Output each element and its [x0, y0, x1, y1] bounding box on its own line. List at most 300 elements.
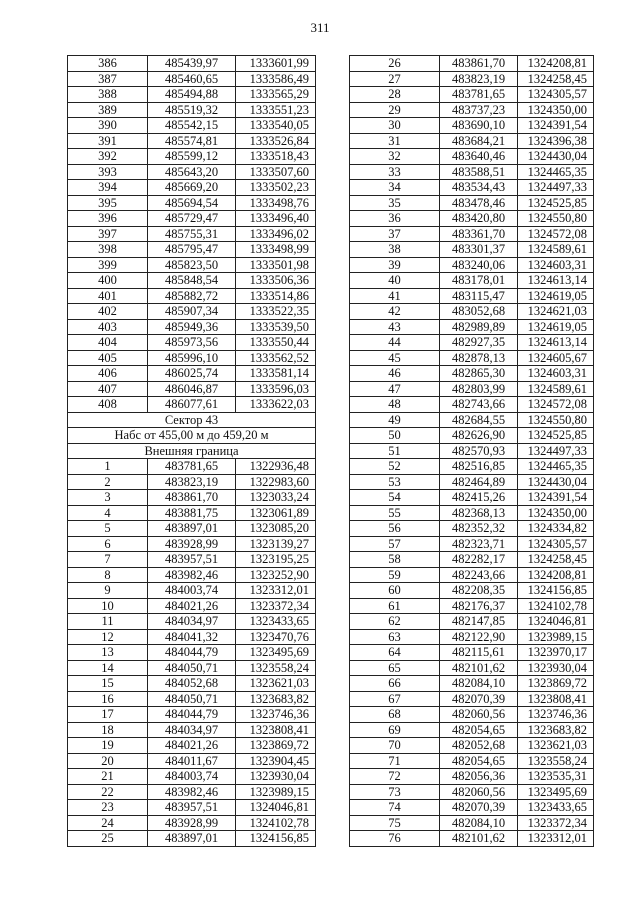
y-coordinate: 1323558,24 [236, 660, 316, 676]
point-number: 58 [350, 552, 440, 568]
table-row [350, 56, 594, 72]
point-number: 6 [68, 536, 148, 552]
x-coordinate: 484003,74 [148, 769, 236, 785]
y-coordinate: 1323989,15 [518, 629, 594, 645]
x-coordinate: 484021,26 [148, 738, 236, 754]
y-coordinate: 1333586,49 [236, 71, 316, 87]
x-coordinate: 484044,79 [148, 707, 236, 723]
x-coordinate: 483957,51 [148, 800, 236, 816]
point-number: 27 [350, 71, 440, 87]
sector-title: Сектор 43 [68, 412, 316, 428]
y-coordinate: 1323869,72 [236, 738, 316, 754]
x-coordinate: 482208,35 [440, 583, 518, 599]
y-coordinate: 1323621,03 [518, 738, 594, 754]
x-coordinate: 485494,88 [148, 87, 236, 103]
x-coordinate: 483690,10 [440, 118, 518, 134]
table-row [350, 815, 594, 831]
point-number: 11 [68, 614, 148, 630]
table-row [350, 350, 594, 366]
x-coordinate: 485795,47 [148, 242, 236, 258]
point-number: 37 [350, 226, 440, 242]
x-coordinate: 482060,56 [440, 707, 518, 723]
x-coordinate: 483588,51 [440, 164, 518, 180]
point-number: 51 [350, 443, 440, 459]
x-coordinate: 486077,61 [148, 397, 236, 413]
y-coordinate: 1323930,04 [236, 769, 316, 785]
point-number: 394 [68, 180, 148, 196]
point-number: 33 [350, 164, 440, 180]
table-row [350, 474, 594, 490]
point-number: 400 [68, 273, 148, 289]
x-coordinate: 482122,90 [440, 629, 518, 645]
x-coordinate: 482878,13 [440, 350, 518, 366]
y-coordinate: 1323372,34 [236, 598, 316, 614]
y-coordinate: 1324258,45 [518, 71, 594, 87]
table-row [68, 319, 316, 335]
x-coordinate: 485694,54 [148, 195, 236, 211]
x-coordinate: 482464,89 [440, 474, 518, 490]
x-coordinate: 484052,68 [148, 676, 236, 692]
point-number: 404 [68, 335, 148, 351]
table-row [350, 443, 594, 459]
y-coordinate: 1333565,29 [236, 87, 316, 103]
point-number: 35 [350, 195, 440, 211]
y-coordinate: 1324156,85 [518, 583, 594, 599]
point-number: 28 [350, 87, 440, 103]
point-number: 36 [350, 211, 440, 227]
y-coordinate: 1324613,14 [518, 273, 594, 289]
x-coordinate: 485882,72 [148, 288, 236, 304]
y-coordinate: 1324550,80 [518, 412, 594, 428]
point-number: 30 [350, 118, 440, 134]
x-coordinate: 486025,74 [148, 366, 236, 382]
table-row [350, 87, 594, 103]
x-coordinate: 483737,23 [440, 102, 518, 118]
x-coordinate: 485907,34 [148, 304, 236, 320]
y-coordinate: 1324497,33 [518, 180, 594, 196]
y-coordinate: 1324305,57 [518, 536, 594, 552]
table-row [68, 815, 316, 831]
table-row [350, 567, 594, 583]
point-number: 396 [68, 211, 148, 227]
x-coordinate: 483823,19 [148, 474, 236, 490]
table-row [68, 614, 316, 630]
x-coordinate: 482989,89 [440, 319, 518, 335]
x-coordinate: 484021,26 [148, 598, 236, 614]
x-coordinate: 484034,97 [148, 614, 236, 630]
y-coordinate: 1333622,03 [236, 397, 316, 413]
point-number: 2 [68, 474, 148, 490]
point-number: 66 [350, 676, 440, 692]
y-coordinate: 1333562,52 [236, 350, 316, 366]
x-coordinate: 483478,46 [440, 195, 518, 211]
point-number: 26 [350, 56, 440, 72]
x-coordinate: 485439,97 [148, 56, 236, 72]
y-coordinate: 1324258,45 [518, 552, 594, 568]
table-row [68, 660, 316, 676]
coordinates-table-left [67, 55, 316, 847]
table-row [350, 366, 594, 382]
y-coordinate: 1323970,17 [518, 645, 594, 661]
table-row [350, 164, 594, 180]
x-coordinate: 485729,47 [148, 211, 236, 227]
point-number: 22 [68, 784, 148, 800]
y-coordinate: 1323683,82 [236, 691, 316, 707]
y-coordinate: 1324465,35 [518, 164, 594, 180]
y-coordinate: 1323085,20 [236, 521, 316, 537]
x-coordinate: 486046,87 [148, 381, 236, 397]
point-number: 39 [350, 257, 440, 273]
y-coordinate: 1324619,05 [518, 319, 594, 335]
table-row [68, 242, 316, 258]
y-coordinate: 1323904,45 [236, 753, 316, 769]
table-row [68, 784, 316, 800]
y-coordinate: 1324465,35 [518, 459, 594, 475]
x-coordinate: 482516,85 [440, 459, 518, 475]
point-number: 64 [350, 645, 440, 661]
x-coordinate: 482054,65 [440, 753, 518, 769]
y-coordinate: 1324156,85 [236, 831, 316, 847]
y-coordinate: 1333540,05 [236, 118, 316, 134]
y-coordinate: 1324550,80 [518, 211, 594, 227]
table-row [68, 598, 316, 614]
y-coordinate: 1324603,31 [518, 366, 594, 382]
x-coordinate: 483052,68 [440, 304, 518, 320]
y-coordinate: 1324102,78 [236, 815, 316, 831]
x-coordinate: 482060,56 [440, 784, 518, 800]
x-coordinate: 482101,62 [440, 660, 518, 676]
point-number: 44 [350, 335, 440, 351]
point-number: 63 [350, 629, 440, 645]
table-row [68, 552, 316, 568]
y-coordinate: 1324334,82 [518, 521, 594, 537]
table-row [350, 459, 594, 475]
x-coordinate: 483534,43 [440, 180, 518, 196]
point-number: 407 [68, 381, 148, 397]
x-coordinate: 485755,31 [148, 226, 236, 242]
y-coordinate: 1324619,05 [518, 288, 594, 304]
point-number: 48 [350, 397, 440, 413]
x-coordinate: 485973,56 [148, 335, 236, 351]
table-row [350, 738, 594, 754]
boundary-label-row [68, 443, 316, 459]
table-row [68, 397, 316, 413]
x-coordinate: 485519,32 [148, 102, 236, 118]
y-coordinate: 1324613,14 [518, 335, 594, 351]
y-coordinate: 1333507,60 [236, 164, 316, 180]
table-row [68, 195, 316, 211]
table-row [350, 180, 594, 196]
table-row [68, 164, 316, 180]
point-number: 47 [350, 381, 440, 397]
x-coordinate: 483982,46 [148, 567, 236, 583]
table-row [350, 102, 594, 118]
table-row [350, 722, 594, 738]
x-coordinate: 484011,67 [148, 753, 236, 769]
table-row [68, 304, 316, 320]
point-number: 21 [68, 769, 148, 785]
x-coordinate: 482084,10 [440, 676, 518, 692]
y-coordinate: 1324305,57 [518, 87, 594, 103]
point-number: 408 [68, 397, 148, 413]
table-row [350, 645, 594, 661]
table-row [350, 769, 594, 785]
table-row [68, 56, 316, 72]
point-number: 31 [350, 133, 440, 149]
x-coordinate: 484050,71 [148, 660, 236, 676]
x-coordinate: 482115,61 [440, 645, 518, 661]
y-coordinate: 1324396,38 [518, 133, 594, 149]
table-row [68, 800, 316, 816]
point-number: 401 [68, 288, 148, 304]
x-coordinate: 483301,37 [440, 242, 518, 258]
y-coordinate: 1323746,36 [518, 707, 594, 723]
y-coordinate: 1323061,89 [236, 505, 316, 521]
x-coordinate: 482803,99 [440, 381, 518, 397]
table-row [68, 583, 316, 599]
point-number: 389 [68, 102, 148, 118]
y-coordinate: 1323433,65 [236, 614, 316, 630]
y-coordinate: 1333496,02 [236, 226, 316, 242]
table-row [350, 536, 594, 552]
y-coordinate: 1323495,69 [236, 645, 316, 661]
point-number: 18 [68, 722, 148, 738]
table-row [350, 335, 594, 351]
point-number: 392 [68, 149, 148, 165]
table-row [68, 722, 316, 738]
x-coordinate: 482323,71 [440, 536, 518, 552]
table-row [68, 738, 316, 754]
table-row [350, 118, 594, 134]
y-coordinate: 1324391,54 [518, 118, 594, 134]
x-coordinate: 483823,19 [440, 71, 518, 87]
table-row [68, 505, 316, 521]
table-row [68, 87, 316, 103]
table-row [350, 195, 594, 211]
y-coordinate: 1324589,61 [518, 242, 594, 258]
y-coordinate: 1324589,61 [518, 381, 594, 397]
table-row [350, 428, 594, 444]
sector-height-row [68, 428, 316, 444]
y-coordinate: 1322936,48 [236, 459, 316, 475]
x-coordinate: 482570,93 [440, 443, 518, 459]
table-row [350, 397, 594, 413]
page-number: 311 [310, 20, 330, 35]
y-coordinate: 1333496,40 [236, 211, 316, 227]
x-coordinate: 482147,85 [440, 614, 518, 630]
x-coordinate: 484050,71 [148, 691, 236, 707]
point-number: 70 [350, 738, 440, 754]
x-coordinate: 482052,68 [440, 738, 518, 754]
table-row [68, 273, 316, 289]
x-coordinate: 482176,37 [440, 598, 518, 614]
point-number: 395 [68, 195, 148, 211]
table-row [350, 381, 594, 397]
sector-title-row [68, 412, 316, 428]
x-coordinate: 483420,80 [440, 211, 518, 227]
point-number: 59 [350, 567, 440, 583]
point-number: 391 [68, 133, 148, 149]
y-coordinate: 1324525,85 [518, 428, 594, 444]
point-number: 50 [350, 428, 440, 444]
table-row [350, 304, 594, 320]
point-number: 60 [350, 583, 440, 599]
table-row [68, 211, 316, 227]
table-row [350, 800, 594, 816]
table-row [68, 459, 316, 475]
y-coordinate: 1333581,14 [236, 366, 316, 382]
point-number: 386 [68, 56, 148, 72]
point-number: 20 [68, 753, 148, 769]
x-coordinate: 485542,15 [148, 118, 236, 134]
point-number: 74 [350, 800, 440, 816]
y-coordinate: 1333498,99 [236, 242, 316, 258]
point-number: 55 [350, 505, 440, 521]
x-coordinate: 482070,39 [440, 691, 518, 707]
table-row [68, 831, 316, 847]
y-coordinate: 1323312,01 [518, 831, 594, 847]
x-coordinate: 482101,62 [440, 831, 518, 847]
point-number: 53 [350, 474, 440, 490]
table-row [350, 784, 594, 800]
y-coordinate: 1323433,65 [518, 800, 594, 816]
point-number: 71 [350, 753, 440, 769]
x-coordinate: 483115,47 [440, 288, 518, 304]
x-coordinate: 482684,55 [440, 412, 518, 428]
x-coordinate: 485460,65 [148, 71, 236, 87]
y-coordinate: 1323683,82 [518, 722, 594, 738]
point-number: 34 [350, 180, 440, 196]
y-coordinate: 1333506,36 [236, 273, 316, 289]
point-number: 73 [350, 784, 440, 800]
y-coordinate: 1323535,31 [518, 769, 594, 785]
y-coordinate: 1333526,84 [236, 133, 316, 149]
point-number: 29 [350, 102, 440, 118]
y-coordinate: 1333522,35 [236, 304, 316, 320]
x-coordinate: 483897,01 [148, 521, 236, 537]
table-row [350, 288, 594, 304]
x-coordinate: 485669,20 [148, 180, 236, 196]
x-coordinate: 484041,32 [148, 629, 236, 645]
y-coordinate: 1323808,41 [236, 722, 316, 738]
table-row [68, 645, 316, 661]
table-row [68, 629, 316, 645]
point-number: 16 [68, 691, 148, 707]
table-row [68, 567, 316, 583]
x-coordinate: 483861,70 [148, 490, 236, 506]
point-number: 17 [68, 707, 148, 723]
table-row [68, 366, 316, 382]
table-row [350, 831, 594, 847]
point-number: 398 [68, 242, 148, 258]
coordinates-table-right [349, 55, 594, 847]
point-number: 7 [68, 552, 148, 568]
table-row [350, 552, 594, 568]
x-coordinate: 483178,01 [440, 273, 518, 289]
point-number: 38 [350, 242, 440, 258]
x-coordinate: 483957,51 [148, 552, 236, 568]
x-coordinate: 482743,66 [440, 397, 518, 413]
point-number: 19 [68, 738, 148, 754]
point-number: 9 [68, 583, 148, 599]
point-number: 393 [68, 164, 148, 180]
y-coordinate: 1324430,04 [518, 149, 594, 165]
point-number: 25 [68, 831, 148, 847]
y-coordinate: 1324208,81 [518, 567, 594, 583]
y-coordinate: 1324572,08 [518, 226, 594, 242]
y-coordinate: 1323930,04 [518, 660, 594, 676]
table-row [350, 273, 594, 289]
point-number: 72 [350, 769, 440, 785]
table-row [350, 226, 594, 242]
y-coordinate: 1333501,98 [236, 257, 316, 273]
y-coordinate: 1323139,27 [236, 536, 316, 552]
table-row [350, 707, 594, 723]
point-number: 57 [350, 536, 440, 552]
table-row [68, 102, 316, 118]
point-number: 13 [68, 645, 148, 661]
point-number: 76 [350, 831, 440, 847]
y-coordinate: 1324046,81 [518, 614, 594, 630]
point-number: 61 [350, 598, 440, 614]
table-row [68, 350, 316, 366]
point-number: 46 [350, 366, 440, 382]
y-coordinate: 1324603,31 [518, 257, 594, 273]
table-row [68, 676, 316, 692]
x-coordinate: 483781,65 [148, 459, 236, 475]
table-row [68, 288, 316, 304]
point-number: 40 [350, 273, 440, 289]
point-number: 403 [68, 319, 148, 335]
y-coordinate: 1323746,36 [236, 707, 316, 723]
y-coordinate: 1324621,03 [518, 304, 594, 320]
point-number: 68 [350, 707, 440, 723]
table-row [68, 71, 316, 87]
table-row [350, 211, 594, 227]
table-row [68, 335, 316, 351]
y-coordinate: 1323312,01 [236, 583, 316, 599]
y-coordinate: 1323372,34 [518, 815, 594, 831]
point-number: 65 [350, 660, 440, 676]
table-row [68, 753, 316, 769]
y-coordinate: 1333539,50 [236, 319, 316, 335]
point-number: 43 [350, 319, 440, 335]
y-coordinate: 1333551,23 [236, 102, 316, 118]
table-row [350, 753, 594, 769]
point-number: 14 [68, 660, 148, 676]
x-coordinate: 482626,90 [440, 428, 518, 444]
point-number: 402 [68, 304, 148, 320]
point-number: 75 [350, 815, 440, 831]
x-coordinate: 485599,12 [148, 149, 236, 165]
point-number: 399 [68, 257, 148, 273]
table-row [350, 629, 594, 645]
y-coordinate: 1324497,33 [518, 443, 594, 459]
table-row [350, 490, 594, 506]
x-coordinate: 482282,17 [440, 552, 518, 568]
point-number: 406 [68, 366, 148, 382]
y-coordinate: 1323495,69 [518, 784, 594, 800]
y-coordinate: 1324102,78 [518, 598, 594, 614]
point-number: 388 [68, 87, 148, 103]
x-coordinate: 485643,20 [148, 164, 236, 180]
y-coordinate: 1324046,81 [236, 800, 316, 816]
x-coordinate: 485949,36 [148, 319, 236, 335]
x-coordinate: 484003,74 [148, 583, 236, 599]
x-coordinate: 483640,46 [440, 149, 518, 165]
table-row [350, 676, 594, 692]
x-coordinate: 484044,79 [148, 645, 236, 661]
